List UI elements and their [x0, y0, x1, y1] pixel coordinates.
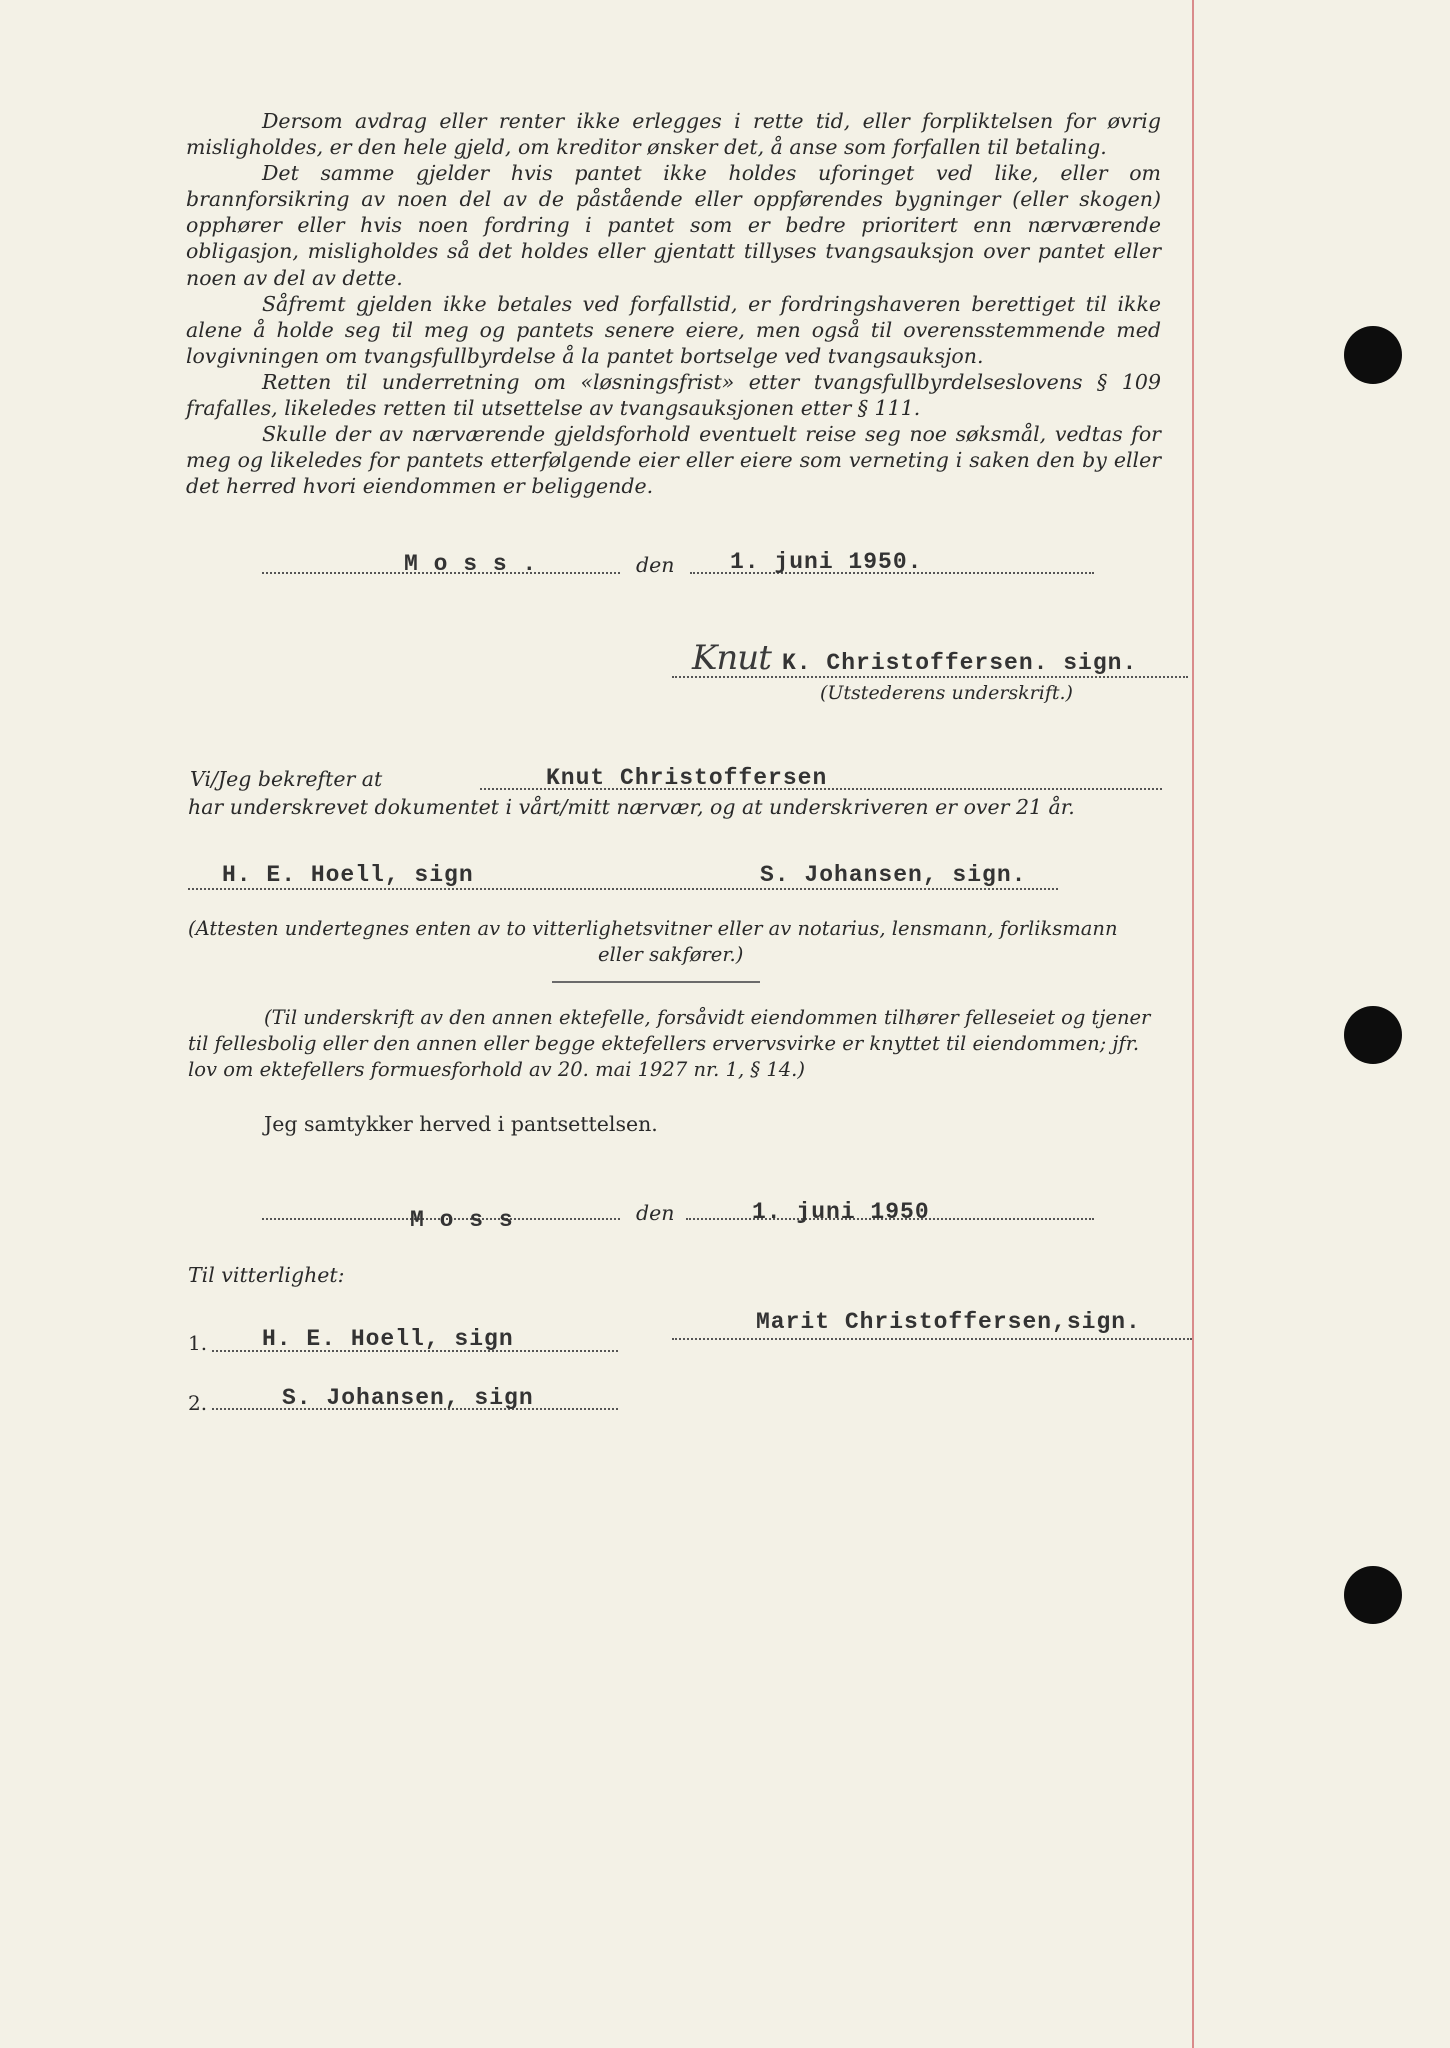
- margin-line: [1192, 0, 1194, 2048]
- date-value: 1. juni 1950: [752, 1199, 930, 1225]
- spouse-note: (Til underskrift av den annen ektefelle, forsåvidt eiendommen tilhører felleseiet og tjener: [264, 1006, 1151, 1029]
- spouse-note-cont: til fellesbolig eller den annen eller begge ektefellers ervervsvirke er knyttet til eiendommen; jfr.: [188, 1032, 1140, 1055]
- witness-signature: H. E. Hoell, sign: [262, 1326, 514, 1352]
- paragraph: Såfremt gjelden ikke betales ved forfallstid, er fordringshaveren berettiget til ikke alene å holde seg til meg og pantets senere eiere, men også til overensstemmende med lovgivningen om tvangsfullbyrdelse å la pantet bortselge ved tvangsauksjon.: [186, 291, 1161, 368]
- spouse-signature: Marit Christoffersen,sign.: [756, 1309, 1141, 1335]
- issuer-caption: (Utstederens underskrift.): [820, 682, 1073, 704]
- witness-signature: S. Johansen, sign: [282, 1385, 534, 1411]
- paragraph: Retten til underretning om «løsningsfrist» etter tvangsfullbyrdelseslovens § 109 frafalles, likeledes retten til utsettelse av tvangsauksjonen etter § 111.: [186, 369, 1161, 421]
- date-value: 1. juni 1950.: [730, 549, 923, 575]
- attest-note-cont: eller sakfører.): [598, 943, 744, 966]
- place-value: M o s s: [410, 1207, 514, 1233]
- consent-text: Jeg samtykker herved i pantsettelsen.: [264, 1112, 658, 1136]
- punch-hole: [1344, 1006, 1402, 1064]
- confirmation-prefix: Vi/Jeg bekrefter at: [190, 767, 383, 791]
- witness-line: [188, 888, 1058, 890]
- handwritten-signature: Knut: [692, 638, 771, 678]
- terms-text: [186, 108, 1161, 499]
- witness-2-signature: S. Johansen, sign.: [760, 862, 1027, 888]
- punch-hole: [1344, 326, 1402, 384]
- witness-heading: Til vitterlighet:: [188, 1263, 345, 1287]
- witness-1-signature: H. E. Hoell, sign: [222, 862, 474, 888]
- paragraph: Dersom avdrag eller renter ikke erlegges i rette tid, eller forpliktelsen for øvrig misligholdes, er den hele gjeld, om kreditor ønsker det, å anse som forfallen til betaling.: [186, 109, 1161, 160]
- confirmation-text: har underskrevet dokumentet i vårt/mitt nærvær, og at underskriveren er over 21 år.: [188, 795, 1075, 819]
- witness-number: 2.: [188, 1391, 208, 1415]
- den-label: den: [636, 1201, 675, 1225]
- spouse-signature-line: [672, 1338, 1192, 1340]
- paragraph: Skulle der av nærværende gjeldsforhold eventuelt reise seg noe søksmål, vedtas for meg og likeledes for pantets etterfølgende eier eller eiere som verneting i saken den by eller det herred hvori eiendommen er beliggende.: [186, 422, 1161, 499]
- place-value: M o s s .: [404, 551, 538, 577]
- confirmation-name: Knut Christoffersen: [546, 765, 828, 791]
- den-label: den: [636, 553, 675, 577]
- punch-hole: [1344, 1566, 1402, 1624]
- separator: [552, 981, 760, 983]
- spouse-note-cont: lov om ektefellers formuesforhold av 20. mai 1927 nr. 1, § 14.): [188, 1058, 805, 1081]
- paragraph: Det samme gjelder hvis pantet ikke holdes uforinget ved like, eller om brannforsikring av noen del av de påstående eller oppførendes bygninger (eller skogen) opphører eller hvis noen fordring i pantet som er bedre prioritert enn nærværende obligasjon, misligholdes så det holdes eller gjentatt tillyses tvangsauksjon over pantet eller noen av del av dette.: [186, 161, 1161, 290]
- attest-note: (Attesten undertegnes enten av to vitterlighetsvitner eller av notarius, lensmann, forliksmann: [188, 917, 1118, 940]
- issuer-typed-signature: K. Christoffersen. sign.: [782, 650, 1138, 676]
- witness-number: 1.: [188, 1331, 208, 1355]
